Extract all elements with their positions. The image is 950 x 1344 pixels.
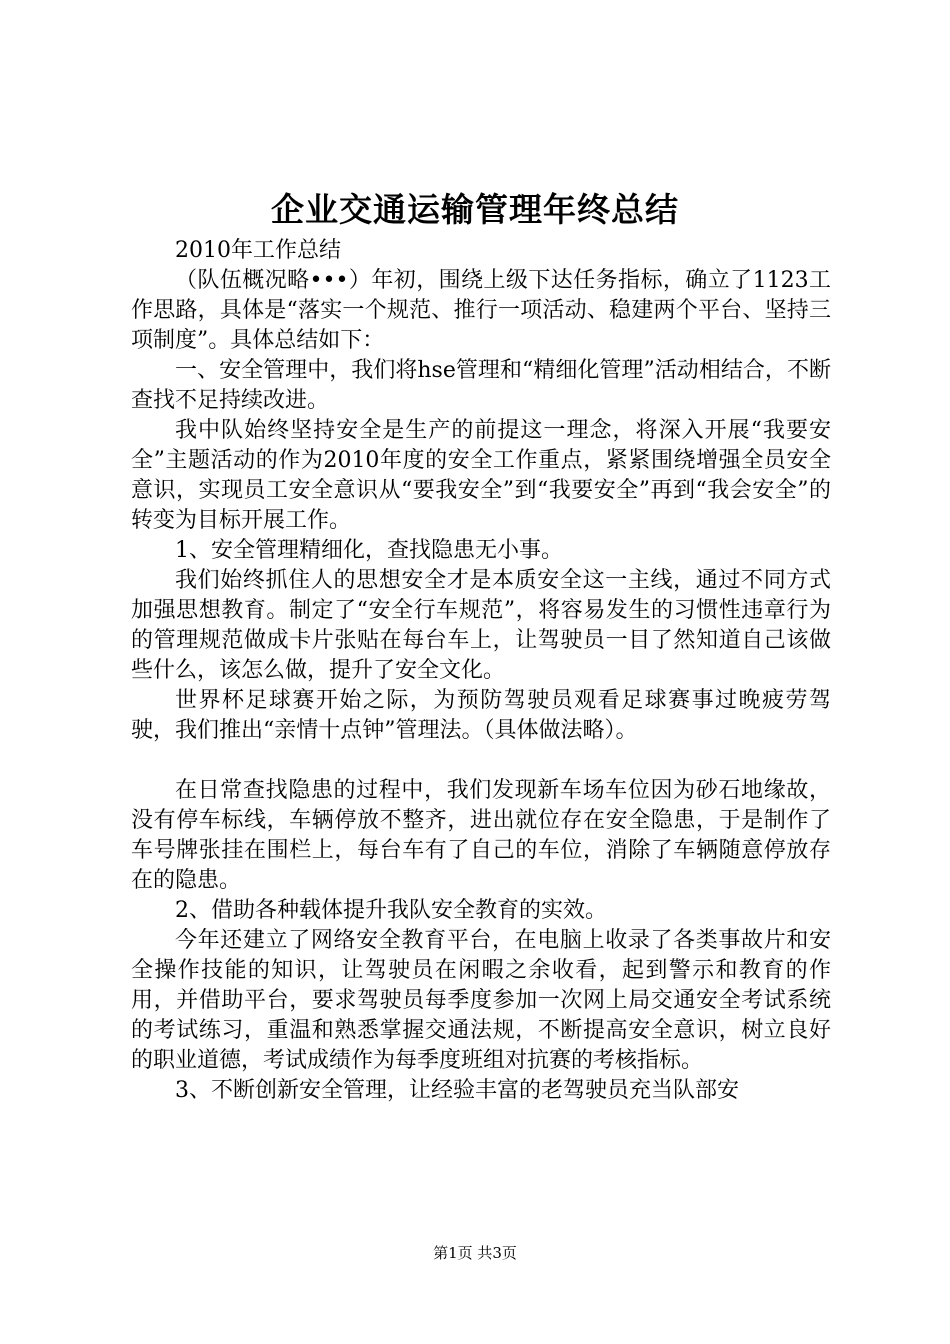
paragraph-world-cup: 世界杯足球赛开始之际，为预防驾驶员观看足球赛事过晚疲劳驾驶，我们推出“亲情十点钟”管理法。（具体做法略）。 [131,688,831,743]
paragraph-subsection-2: 2、借助各种载体提升我队安全教育的实效。 [175,898,607,923]
paragraph-thought-education: 我们始终抓住人的思想安全才是本质安全这一主线，通过不同方式加强思想教育。制定了“安全行车规范”，将容易发生的习惯性违章行为的管理规范做成卡片张贴在每台车上，让驾驶员一目了然知道自己该做些什么，该怎么做，提升了安全文化。 [131,568,831,683]
paragraph-safety-concept: 我中队始终坚持安全是生产的前提这一理念，将深入开展“我要安全”主题活动的作为2010年度的安全工作重点，紧紧围绕增强全员安全意识，实现员工安全意识从“要我安全”到“我要安全”再到“我会安全”的转变为目标开展工作。 [131,418,831,533]
page-footer: 第1页 共3页 [433,1244,517,1262]
document-body [131,236,831,1106]
paragraph-section-1: 一、安全管理中，我们将hse管理和“精细化管理”活动相结合，不断查找不足持续改进。 [131,358,831,413]
paragraph-online-platform: 今年还建立了网络安全教育平台，在电脑上收录了各类事故片和安全操作技能的知识，让驾驶员在闲暇之余收看，起到警示和教育的作用，并借助平台，要求驾驶员每季度参加一次网上局交通安全考试系统的考试练习，重温和熟悉掌握交通法规，不断提高安全意识，树立良好的职业道德，考试成绩作为每季度班组对抗赛的考核指标。 [131,928,831,1073]
paragraph-heading-year-summary: 2010年工作总结 [175,238,341,263]
paragraph-parking-hazard: 在日常查找隐患的过程中，我们发现新车场车位因为砂石地缘故，没有停车标线，车辆停放不整齐，进出就位存在安全隐患，于是制作了车号牌张挂在围栏上，每台车有了自己的车位，消除了车辆随意停放存在的隐患。 [131,778,831,893]
document-title: 企业交通运输管理年终总结 [271,190,679,229]
paragraph-intro: （队伍概况略•••）年初，围绕上级下达任务指标，确立了1123工作思路，具体是“落实一个规范、推行一项活动、稳建两个平台、坚持三项制度”。具体总结如下： [131,268,831,353]
paragraph-subsection-3: 3、不断创新安全管理，让经验丰富的老驾驶员充当队部安 [175,1078,739,1103]
paragraph-subsection-1: 1、安全管理精细化，查找隐患无小事。 [175,538,563,563]
